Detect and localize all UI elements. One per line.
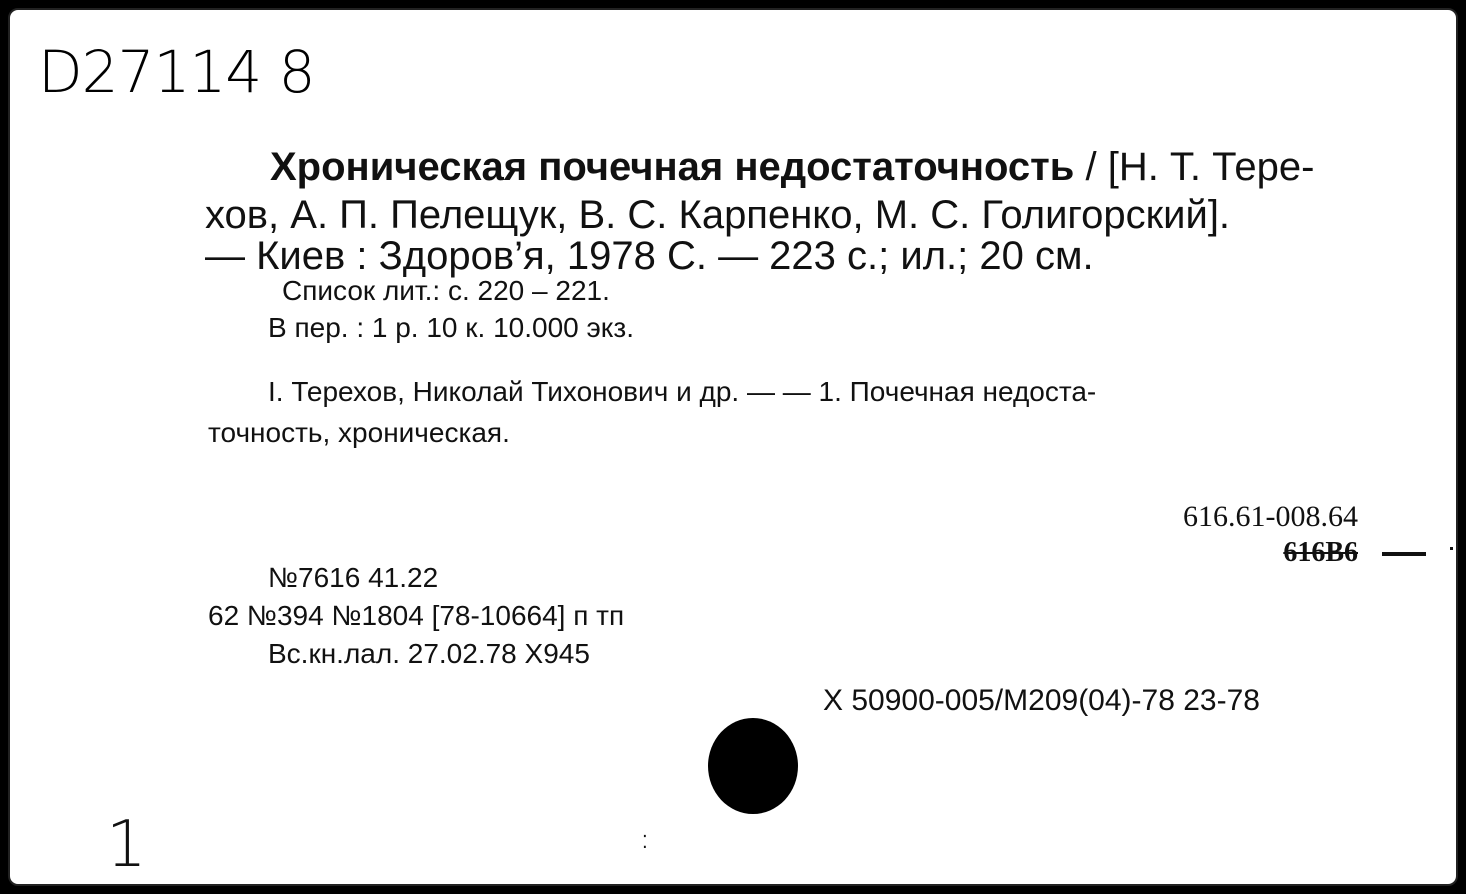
- book-title: Хроническая почечная недостаточность: [270, 145, 1075, 189]
- handwritten-call-number: D27114 8: [38, 38, 315, 106]
- subject-line-1: I. Терехов, Николай Тихонович и др. — — 1. Почечная недоста-: [268, 376, 1097, 407]
- crossed-out-class: 616В6: [1283, 537, 1358, 568]
- tech-line-1: №7616 41.22: [268, 562, 439, 593]
- authors-line: хов, А. П. Пелещук, В. С. Карпенко, М. С. Голигорский].: [205, 193, 1231, 237]
- subject-line-2: точность, хроническая.: [208, 417, 510, 448]
- imprint-line: — Киев : Здоров’я, 1978 С. — 223 с.; ил.; 20 см.: [205, 234, 1094, 278]
- handwritten-number: 1: [106, 808, 147, 882]
- speck-mark: [1450, 547, 1453, 550]
- title-responsibility: / [Н. Т. Тере-: [1074, 145, 1315, 189]
- tech-line-3: Вс.кн.лал. 27.02.78 Х945: [268, 638, 590, 669]
- udc-number: 616.61-008.64: [1183, 500, 1358, 533]
- bibliography-note: Список лит.: с. 220 – 221.: [282, 275, 610, 306]
- punch-hole: [708, 718, 798, 814]
- catalog-card: [8, 8, 1458, 886]
- scan-speck: ⁚: [642, 832, 648, 853]
- tech-line-2: 62 №394 №1804 [78-10664] п тп: [208, 600, 625, 631]
- price-note: В пер. : 1 р. 10 к. 10.000 экз.: [268, 312, 634, 343]
- title-line: [270, 145, 1314, 190]
- publisher-code: Х 50900-005/М209(04)-78 23-78: [823, 684, 1260, 717]
- strike-mark: [1382, 552, 1426, 556]
